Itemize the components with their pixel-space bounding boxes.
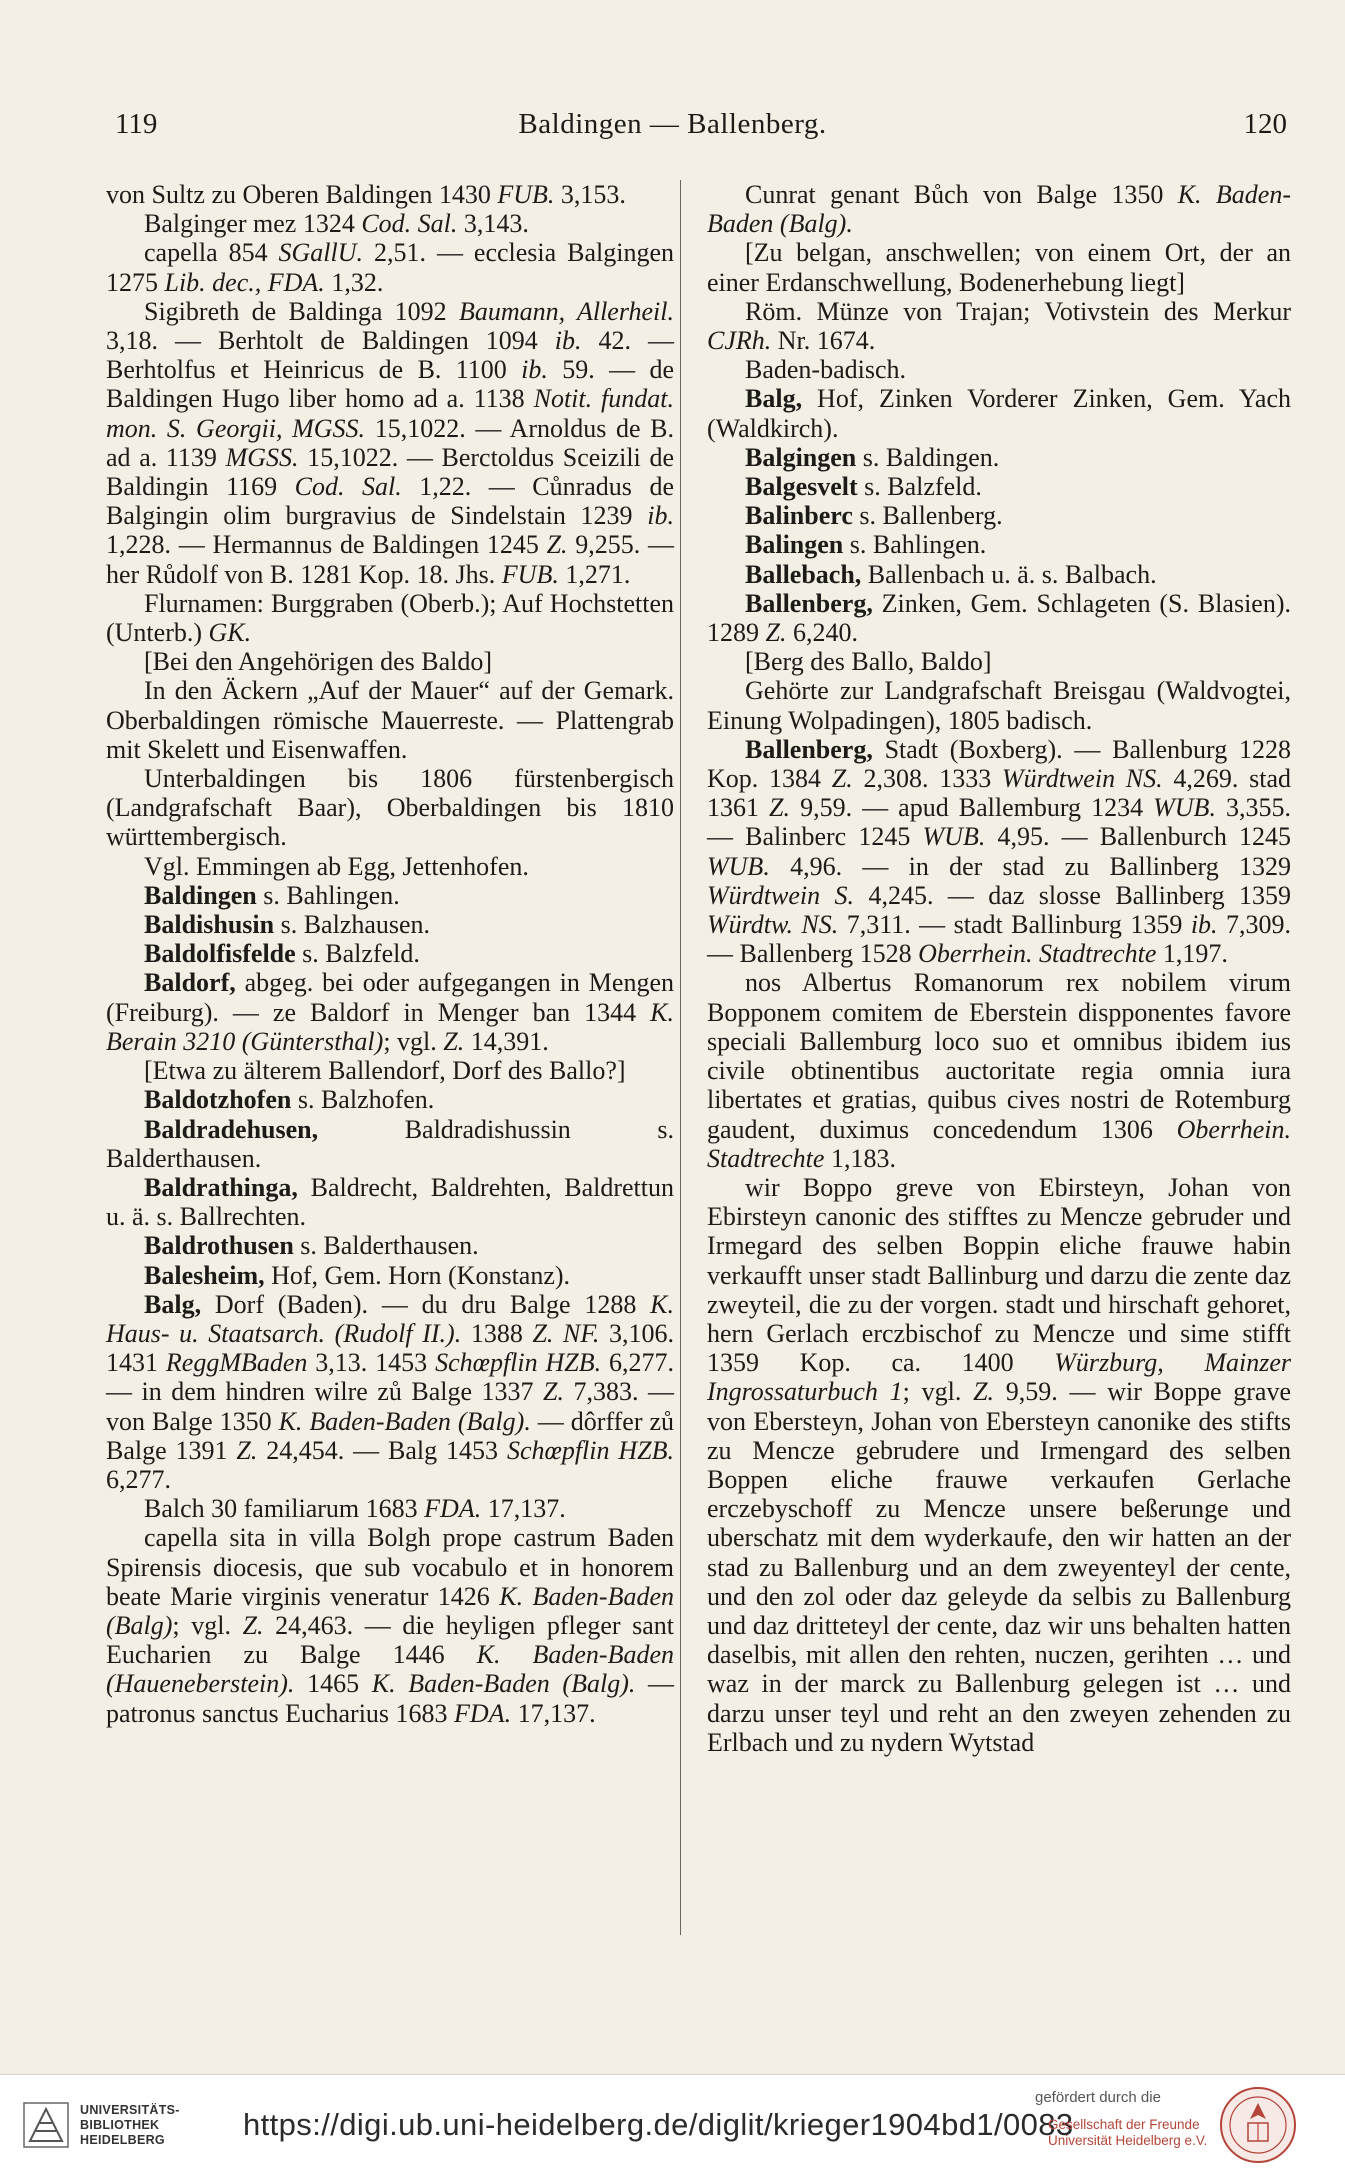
library-name: UNIVERSITÄTS- BIBLIOTHEK HEIDELBERG <box>80 2103 180 2147</box>
page-number-right: 120 <box>1243 108 1287 140</box>
left-column-paragraph: Balesheim, Hof, Gem. Horn (Konstanz). <box>144 1260 571 1290</box>
left-column-paragraph: [Etwa zu älterem Ballendorf, Dorf des Ballo?] <box>144 1056 626 1086</box>
left-column-paragraph: [Bei den Angehörigen des Baldo] <box>144 647 493 677</box>
right-column-paragraph: nos Albertus Romanorum rex nobilem virum Bopponem comitem de Eberstein dispponentes favore speciali Ballemburg loco suo et omnibus ibidem ius civile obtinentibus auctoritate regia omnia iura libertates et gratias, quibus cives nostri de Rotemburg gaudent, duximus concedendum 1306 Oberrhein. Stadtrechte 1,183. <box>707 968 1291 1173</box>
right-column-paragraph: Ballenberg, Zinken, Gem. Schlageten (S. Blasien). 1289 Z. 6,240. <box>707 588 1291 648</box>
left-column-paragraph: Balginger mez 1324 Cod. Sal. 3,143. <box>144 209 529 239</box>
right-column-paragraph: Balgingen s. Baldingen. <box>745 442 1000 472</box>
page-number-left: 119 <box>115 108 158 140</box>
column-divider <box>680 180 681 1935</box>
right-column-paragraph: [Berg des Ballo, Baldo] <box>745 647 992 677</box>
left-column-paragraph: In den Äckern „Auf der Mauer“ auf der Gemark. Oberbaldingen römische Mauerreste. — Plattengrab mit Skelett und Eisenwaffen. <box>106 676 674 764</box>
right-column-paragraph: Balingen s. Bahlingen. <box>745 530 987 560</box>
left-column-paragraph: Vgl. Emmingen ab Egg, Jettenhofen. <box>144 851 529 881</box>
page-url-link[interactable]: https://digi.ub.uni-heidelberg.de/diglit/krieger1904bd1/0083 <box>243 2107 1074 2142</box>
right-column-paragraph: Balg, Hof, Zinken Vorderer Zinken, Gem. Yach (Waldkirch). <box>707 384 1291 443</box>
left-column-paragraph: von Sultz zu Oberen Baldingen 1430 FUB. 3,153. <box>106 180 626 209</box>
left-column-paragraph: Baldotzhofen s. Balzhofen. <box>144 1085 435 1115</box>
left-column-paragraph: Baldolfisfelde s. Balzfeld. <box>144 939 420 969</box>
left-column-paragraph: Balch 30 familiarum 1683 FDA. 17,137. <box>144 1494 566 1524</box>
sponsor-name: Gesellschaft der Freunde Universität Heidelberg e.V. <box>1048 2117 1208 2148</box>
right-column-paragraph: Cunrat genant Bůch von Balge 1350 K. Baden-Baden (Balg). <box>707 180 1291 239</box>
left-column-paragraph: Baldingen s. Bahlingen. <box>144 880 400 910</box>
left-column-paragraph: Balg, Dorf (Baden). — du dru Balge 1288 K. Haus- u. Staatsarch. (Rudolf II.). 1388 Z. NF. 3,106. 1431 ReggMBaden 3,13. 1453 Schœpflin HZB. 6,277. — in dem hindren wilre zů Balge 1337 Z. 7,383. — von Balge 1350 K. Baden-Baden (Balg). — dôrffer zů Balge 1391 Z. 24,454. — Balg 1453 Schœpflin HZB. 6,277. <box>106 1289 675 1494</box>
left-column-paragraph: capella 854 SGallU. 2,51. — ecclesia Balgingen 1275 Lib. dec., FDA. 1,32. <box>106 238 674 297</box>
left-column-paragraph: Flurnamen: Burggraben (Oberb.); Auf Hochstetten (Unterb.) GK. <box>106 588 674 648</box>
right-column-paragraph: Ballenberg, Stadt (Boxberg). — Ballenburg 1228 Kop. 1384 Z. 2,308. 1333 Würdtwein NS. 4,269. stad 1361 Z. 9,59. — apud Ballemburg 1234 WUB. 3,355. — Balinberc 1245 WUB. 4,95. — Ballenburch 1245 WUB. 4,96. — in der stad zu Ballinberg 1329 Würdtwein S. 4,245. — daz slosse Ballinberg 1359 Würdtw. NS. 7,311. — stadt Ballinburg 1359 ib. 7,309. — Ballenberg 1528 Oberrhein. Stadtrechte 1,197. <box>707 734 1292 969</box>
left-column-paragraph: Baldrothusen s. Balderthausen. <box>144 1231 479 1261</box>
right-column <box>707 180 1291 1757</box>
right-column-paragraph: Balgesvelt s. Balzfeld. <box>745 472 982 502</box>
left-column-paragraph: Baldrathinga, Baldrecht, Baldrehten, Baldrettun u. ä. s. Ballrechten. <box>106 1172 674 1232</box>
sponsor-label: gefördert durch die <box>1035 2089 1161 2106</box>
running-title: Baldingen — Ballenberg. <box>518 108 827 140</box>
right-column-paragraph: Ballebach, Ballenbach u. ä. s. Balbach. <box>745 559 1157 589</box>
university-library-logo-icon <box>22 2101 70 2149</box>
left-column-paragraph: Baldishusin s. Balzhausen. <box>144 910 431 940</box>
right-column-paragraph: wir Boppo greve von Ebirsteyn, Johan von Ebirsteyn canonic des stifftes zu Mencze gebruder und Irmegard des selben Boppin eliche frauwe habin verkaufft unser stadt Ballinburg und darzu die zente daz zweyteil, die zu der vorgen. stadt und hirschaft gehoret, hern Gerlach erczbischof zu Mencze und sime stifft 1359 Kop. ca. 1400 Würzburg, Mainzer Ingrossaturbuch 1; vgl. Z. 9,59. — wir Boppe grave von Ebersteyn, Johan von Ebersteyn canonike des stifts zu Mencze gebrudere und Irmengard des selben Boppen eliche frauwe verkaufen Gerlache erczebyschoff zu Mencze unsere beßerunge und uberschatz mit dem wyderkaufe, den wir hatten an der stad zu Ballenburg und an dem zweyenteyl der cente, und den zol oder daz geleyde da selbis zu Ballenburg und daz dritteteyl der cente, daz wir uns behalten hatten daselbis, mit allen den rehten, nuczen, gerihten … und waz in der marck zu Ballenburg gelegen ist … und darzu unser teyl und reht an den zweyen zehenden zu Erlbach und zu nydern Wytstad <box>707 1172 1292 1757</box>
left-column-paragraph: Unterbaldingen bis 1806 fürstenbergisch (Landgrafschaft Baar), Oberbaldingen bis 1810 württembergisch. <box>106 764 674 852</box>
left-column <box>106 180 674 1728</box>
right-column-paragraph: [Zu belgan, anschwellen; von einem Ort, der an einer Erdanschwellung, Bodenerhebung liegt] <box>707 238 1291 297</box>
left-column-paragraph: Baldorf, abgeg. bei oder aufgegangen in Mengen (Freiburg). — ze Baldorf in Menger ban 1344 K. Berain 3210 (Güntersthal); vgl. Z. 14,391. <box>106 968 674 1056</box>
right-column-paragraph: Gehörte zur Landgrafschaft Breisgau (Waldvogtei, Einung Wolpadingen), 1805 badisch. <box>707 676 1291 735</box>
running-header <box>0 108 1345 148</box>
right-column-paragraph: Röm. Münze von Trajan; Votivstein des Merkur CJRh. Nr. 1674. <box>707 296 1291 356</box>
viewer-footer <box>0 2074 1345 2175</box>
university-seal-icon <box>1218 2085 1298 2165</box>
left-column-paragraph: Baldradehusen, Baldradishussin s. Balderthausen. <box>106 1114 674 1173</box>
left-column-paragraph: capella sita in villa Bolgh prope castrum Baden Spirensis diocesis, que sub vocabulo et in honorem beate Marie virginis veneratur 1426 K. Baden-Baden (Balg); vgl. Z. 24,463. — die heyligen pfleger sant Eucharien zu Balge 1446 K. Baden-Baden (Haueneberstein). 1465 K. Baden-Baden (Balg). — patronus sanctus Eucharius 1683 FDA. 17,137. <box>106 1523 675 1728</box>
right-column-paragraph: Balinberc s. Ballenberg. <box>745 501 1003 531</box>
left-column-paragraph: Sigibreth de Baldinga 1092 Baumann, Allerheil. 3,18. — Berhtolt de Baldingen 1094 ib. 42. — Berhtolfus et Heinricus de B. 1100 ib. 59. — de Baldingen Hugo liber homo ad a. 1138 Notit. fundat. mon. S. Georgii, MGSS. 15,1022. — Arnoldus de B. ad a. 1139 MGSS. 15,1022. — Berctoldus Sceizili de Baldingin 1169 Cod. Sal. 1,22. — Cůnradus de Balgingin olim burgravius de Sindelstain 1239 ib. 1,228. — Hermannus de Baldingen 1245 Z. 9,255. — her Růdolf von B. 1281 Kop. 18. Jhs. FUB. 1,271. <box>106 296 675 589</box>
right-column-paragraph: Baden-badisch. <box>745 355 907 385</box>
